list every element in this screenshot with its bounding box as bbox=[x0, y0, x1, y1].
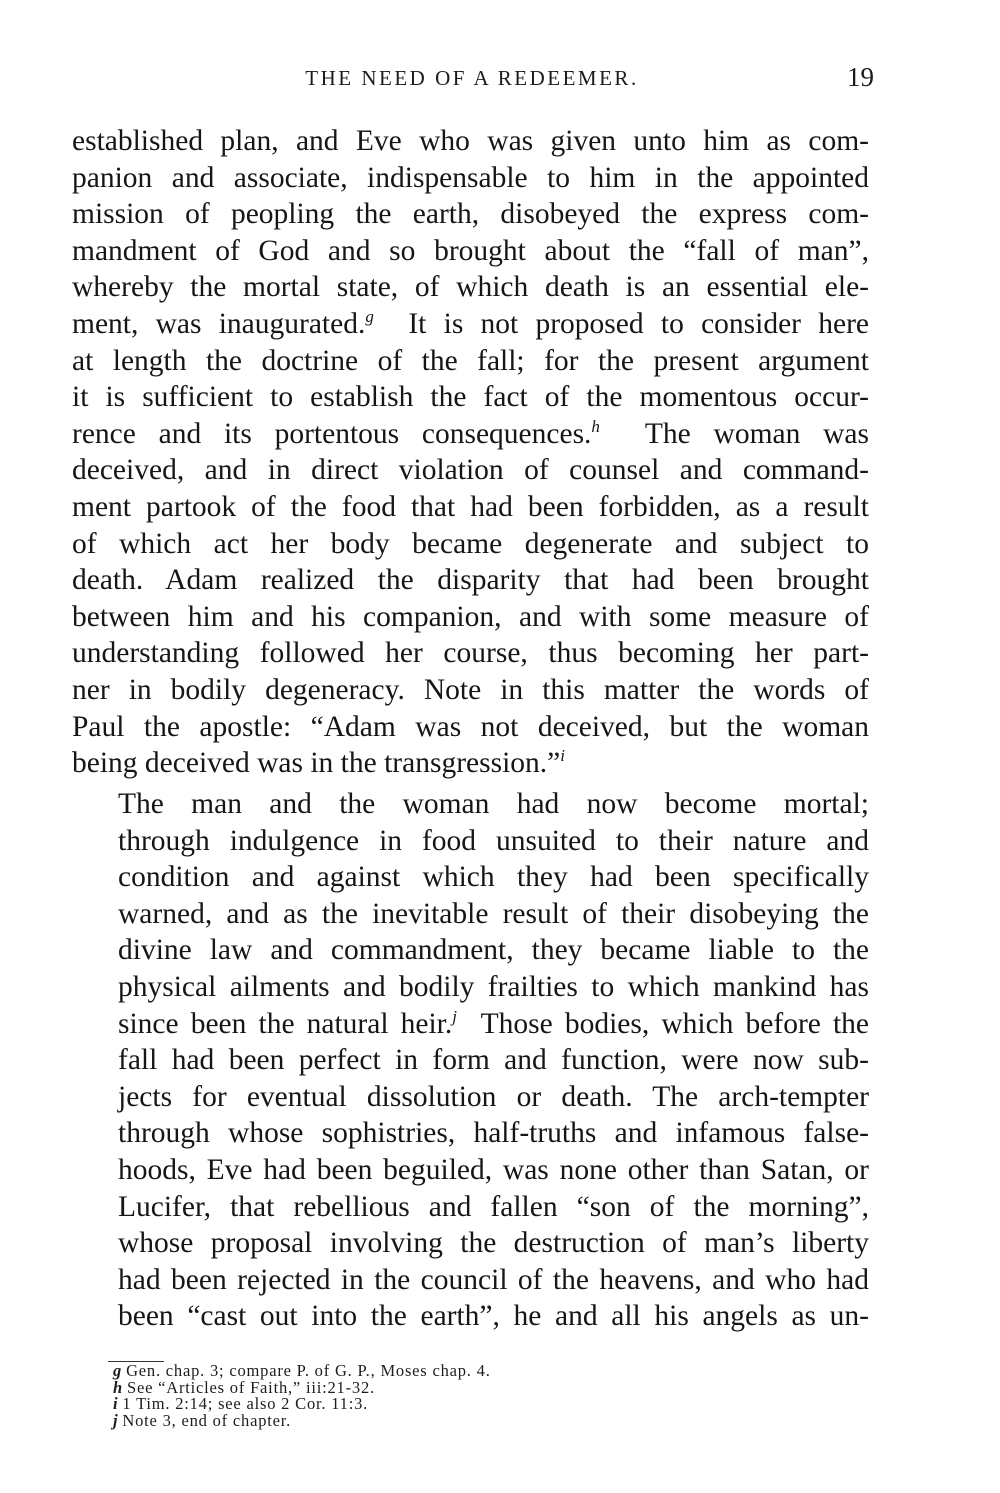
text-line: established plan, and Eve who was given unto him as com- bbox=[72, 125, 869, 157]
footnote-ref-h: h bbox=[591, 416, 600, 436]
text-line: Lucifer, that rebellious and fallen “son of the morning”, bbox=[118, 1190, 869, 1223]
footnote-text: 1 Tim. 2:14; see also 2 Cor. 11:3. bbox=[122, 1394, 369, 1413]
text-segment: since been the natural heir. bbox=[118, 1007, 453, 1040]
text-line: condition and against which they had been specifically bbox=[118, 861, 869, 894]
footnote-ref-i: i bbox=[560, 746, 565, 766]
text-line: mission of peopling the earth, disobeyed the express com- bbox=[72, 198, 869, 231]
text-line: it is sufficient to establish the fact of the momentous occur- bbox=[72, 381, 869, 414]
text-line: deceived, and in direct violation of counsel and command- bbox=[72, 454, 869, 487]
footnote-mark: i bbox=[113, 1394, 119, 1413]
footnote-text: Note 3, end of chapter. bbox=[122, 1410, 292, 1430]
footnote-ref-g: g bbox=[365, 306, 374, 326]
text-line: divine law and commandment, they became liable to the bbox=[118, 934, 869, 967]
text-line: death. Adam realized the disparity that had been brought bbox=[72, 564, 869, 597]
text-line bbox=[72, 416, 869, 453]
running-head bbox=[74, 62, 874, 102]
text-segment: rence and its portentous consequences. bbox=[72, 417, 592, 450]
footnote-mark: j bbox=[113, 1410, 119, 1430]
text-line: physical ailments and bodily frailties to which mankind has bbox=[118, 970, 869, 1003]
text-line: The man and the woman had now become mortal; bbox=[118, 788, 869, 820]
footnote-text: Gen. chap. 3; compare P. of G. P., Moses chap. 4. bbox=[126, 1361, 491, 1380]
footnote-mark: h bbox=[113, 1377, 123, 1397]
page-number: 19 bbox=[847, 62, 874, 92]
text-line: jects for eventual dissolution or death. The arch-tempter bbox=[118, 1080, 869, 1113]
text-line: through whose sophistries, half-truths and infamous false- bbox=[118, 1117, 869, 1150]
text-line: through indulgence in food unsuited to their nature and bbox=[118, 824, 869, 857]
text-line: ner in bodily degeneracy. Note in this matter the words of bbox=[72, 673, 869, 706]
text-line: mandment of God and so brought about the “fall of man”, bbox=[72, 234, 869, 267]
text-segment: The woman was bbox=[644, 417, 869, 450]
text-segment: ment, was inaugurated. bbox=[72, 307, 366, 340]
footnote-ref-j: j bbox=[452, 1006, 457, 1026]
text-line bbox=[72, 1006, 869, 1043]
text-segment: being deceived was in the transgression.” bbox=[72, 747, 561, 780]
paragraph-1 bbox=[72, 123, 869, 782]
text-line: been “cast out into the earth”, he and all his angels as un- bbox=[118, 1300, 869, 1333]
text-segment: Those bodies, which before the bbox=[480, 1007, 869, 1040]
text-line bbox=[72, 306, 869, 343]
text-line bbox=[72, 745, 869, 782]
text-line: whose proposal involving the destruction of man’s liberty bbox=[118, 1227, 869, 1260]
text-line: hoods, Eve had been beguiled, was none other than Satan, or bbox=[118, 1153, 869, 1186]
text-line: of which act her body became degenerate and subject to bbox=[72, 527, 869, 560]
text-line: whereby the mortal state, of which death is an essential ele- bbox=[72, 271, 869, 304]
footnote-mark: g bbox=[113, 1361, 123, 1380]
footnotes bbox=[113, 1363, 491, 1429]
text-line: panion and associate, indispensable to him in the appointed bbox=[72, 161, 869, 194]
text-line: had been rejected in the council of the heavens, and who had bbox=[118, 1263, 869, 1296]
text-line: at length the doctrine of the fall; for the present argument bbox=[72, 344, 869, 377]
text-line: understanding followed her course, thus becoming her part- bbox=[72, 637, 869, 670]
text-line: fall had been perfect in form and function, were now sub- bbox=[118, 1044, 869, 1077]
paragraph-2 bbox=[72, 786, 869, 1335]
footnote-text: See “Articles of Faith,” iii:21-32. bbox=[126, 1377, 375, 1397]
text-line: ment partook of the food that had been forbidden, as a result bbox=[72, 490, 869, 523]
running-title: THE NEED OF A REDEEMER. bbox=[305, 66, 639, 90]
footnote-j bbox=[113, 1410, 491, 1430]
text-line: Paul the apostle: “Adam was not deceived, but the woman bbox=[72, 710, 869, 743]
text-segment: It is not proposed to consider here bbox=[408, 307, 870, 340]
text-line: warned, and as the inevitable result of their disobeying the bbox=[118, 897, 869, 930]
text-line: between him and his companion, and with some measure of bbox=[72, 600, 869, 633]
